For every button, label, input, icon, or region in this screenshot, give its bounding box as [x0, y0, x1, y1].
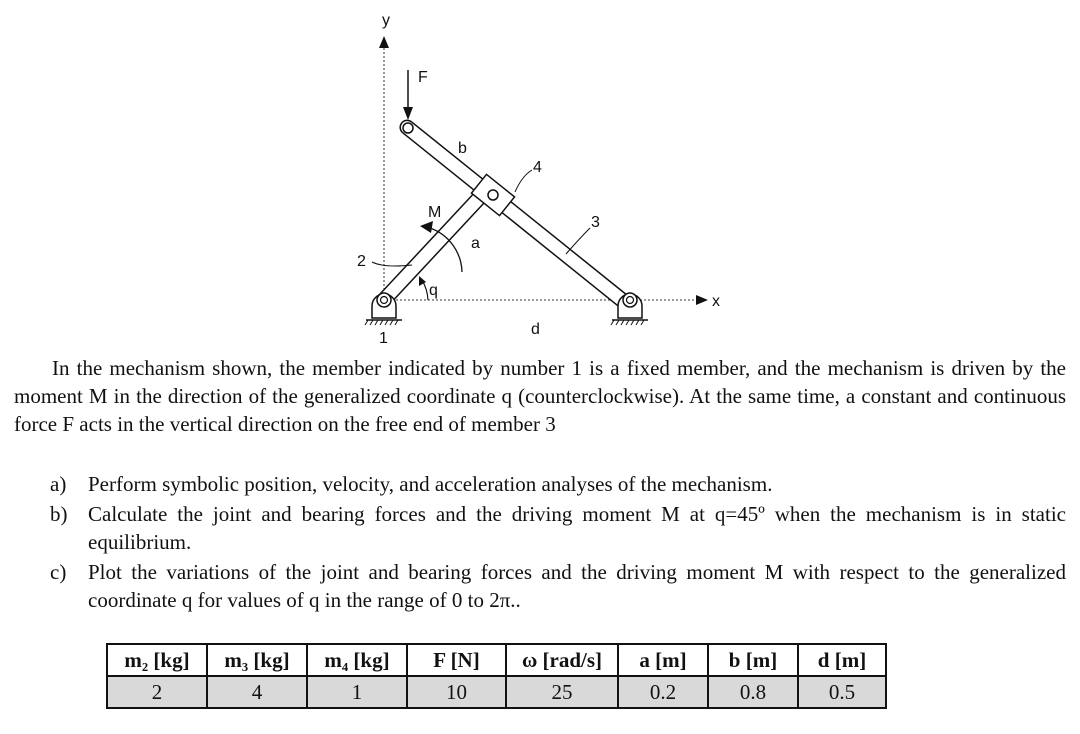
question-b-marker: b) [50, 502, 68, 526]
moment-label: M [428, 204, 442, 221]
question-b-text: Calculate the joint and bearing forces and the driving moment M at q=45º when the mechanism is in static equilibrium. [88, 502, 1066, 554]
x-axis-label: x [712, 293, 720, 310]
value-m3: 4 [207, 676, 307, 708]
slider-pin [488, 190, 498, 200]
value-force: 10 [407, 676, 506, 708]
header-force: F [N] [407, 644, 506, 676]
header-a: a [m] [618, 644, 708, 676]
header-b: b [m] [708, 644, 798, 676]
y-axis-label: y [382, 12, 390, 29]
header-m3: m₃ [kg] [207, 644, 307, 676]
question-c-marker: c) [50, 560, 67, 584]
header-d: d [m] [798, 644, 886, 676]
question-a-text: Perform symbolic position, velocity, and acceleration analyses of the mechanism. [88, 472, 773, 496]
parameter-table [106, 643, 887, 709]
header-m2: m₂ [kg] [107, 644, 207, 676]
end-pin [403, 123, 413, 133]
question-c-text: Plot the variations of the joint and bearing forces and the driving moment M with respect to the generalized coordinate q for values of q in the range of 0 to 2π.. [88, 560, 1066, 612]
value-omega: 25 [506, 676, 618, 708]
link-a-label: a [471, 235, 480, 252]
moment-arrow-head [420, 221, 433, 233]
member-4-label: 4 [533, 159, 542, 176]
question-a [50, 470, 1066, 498]
member-1-label: 1 [379, 330, 388, 345]
x-axis-arrow [696, 295, 708, 305]
q-label: q [429, 282, 438, 299]
intro-text: In the mechanism shown, the member indicated by number 1 is a fixed member, and the mechanism is driven by the moment M in the direction of the generalized coordinate q (counterclockwise). At the same time, a constant and continuous force F acts in the vertical direction on the free end of member 3 [14, 356, 1066, 436]
y-axis-arrow [379, 36, 389, 48]
value-m2: 2 [107, 676, 207, 708]
force-label: F [418, 69, 428, 86]
value-b: 0.8 [708, 676, 798, 708]
member-2-label: 2 [357, 253, 366, 270]
header-omega: ω [rad/s] [506, 644, 618, 676]
value-d: 0.5 [798, 676, 886, 708]
force-arrow-head [403, 107, 413, 120]
member-3-leader [566, 228, 590, 254]
table-value-row [107, 676, 886, 708]
intro-paragraph [14, 354, 1066, 438]
question-b [50, 500, 1066, 556]
value-a: 0.2 [618, 676, 708, 708]
member-2-leader [372, 262, 412, 266]
value-m4: 1 [307, 676, 407, 708]
distance-d-label: d [531, 321, 540, 338]
table-header-row [107, 644, 886, 676]
question-a-marker: a) [50, 472, 67, 496]
question-list [50, 470, 1066, 616]
member-4-leader [515, 170, 532, 192]
link-b-label: b [458, 140, 467, 157]
mechanism-diagram [0, 0, 1080, 345]
header-m4: m₄ [kg] [307, 644, 407, 676]
member-3-label: 3 [591, 214, 600, 231]
question-c [50, 558, 1066, 614]
